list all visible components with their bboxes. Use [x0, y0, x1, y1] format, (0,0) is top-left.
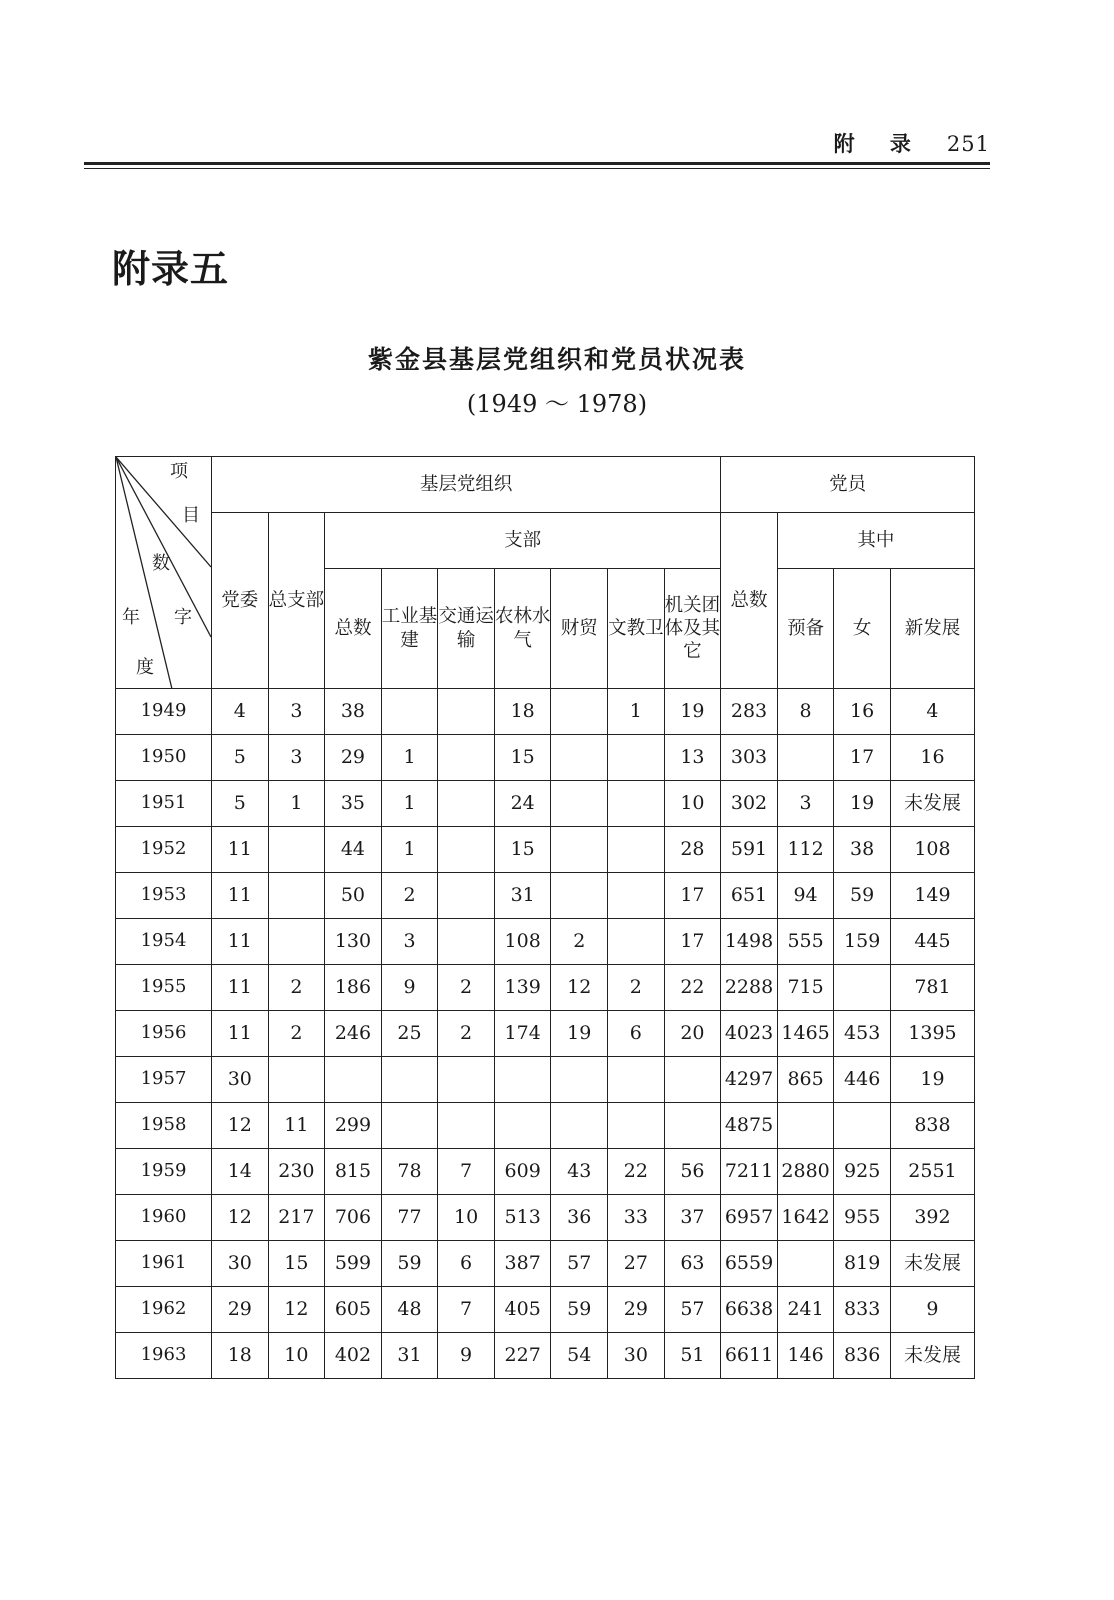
table-cell: 11	[212, 827, 269, 873]
table-cell: 19	[834, 781, 891, 827]
table-cell: 4297	[721, 1057, 778, 1103]
table-cell: 2	[438, 1011, 495, 1057]
year-cell: 1958	[116, 1103, 212, 1149]
header-rule-thin	[84, 168, 990, 169]
table-cell: 50	[325, 873, 382, 919]
table-cell	[438, 1103, 495, 1149]
table-row	[116, 781, 975, 827]
table-cell: 392	[890, 1195, 974, 1241]
section-title: 附录五	[112, 247, 230, 291]
table-cell: 17	[664, 873, 721, 919]
table-cell: 5	[212, 735, 269, 781]
table-cell: 446	[834, 1057, 891, 1103]
table-cell: 22	[608, 1149, 665, 1195]
table-cell: 4	[890, 689, 974, 735]
table-cell	[551, 735, 608, 781]
table-cell: 513	[494, 1195, 551, 1241]
table-cell: 29	[608, 1287, 665, 1333]
table-cell	[381, 1057, 438, 1103]
table-cell: 2	[608, 965, 665, 1011]
header-member-total: 总数	[721, 513, 778, 689]
table-cell: 19	[664, 689, 721, 735]
table-cell: 12	[551, 965, 608, 1011]
table-cell: 227	[494, 1333, 551, 1379]
header-new-dev: 新发展	[890, 569, 974, 689]
table-cell	[777, 1241, 834, 1287]
table-cell: 3	[268, 689, 325, 735]
table-cell: 303	[721, 735, 778, 781]
table-row	[116, 1287, 975, 1333]
running-head	[84, 128, 990, 158]
table-cell: 4	[212, 689, 269, 735]
table-cell: 609	[494, 1149, 551, 1195]
table-cell: 1498	[721, 919, 778, 965]
table-cell	[551, 689, 608, 735]
table-cell: 16	[890, 735, 974, 781]
table-cell: 139	[494, 965, 551, 1011]
year-cell: 1954	[116, 919, 212, 965]
table-cell	[664, 1057, 721, 1103]
table-cell	[834, 1103, 891, 1149]
table-cell: 445	[890, 919, 974, 965]
table-cell: 27	[608, 1241, 665, 1287]
table-cell: 815	[325, 1149, 382, 1195]
table-cell: 781	[890, 965, 974, 1011]
table-cell: 1	[381, 735, 438, 781]
table-cell: 29	[325, 735, 382, 781]
table-cell	[551, 873, 608, 919]
table-cell: 4023	[721, 1011, 778, 1057]
table-cell: 12	[212, 1195, 269, 1241]
table-cell: 18	[494, 689, 551, 735]
table-cell: 925	[834, 1149, 891, 1195]
table-cell: 2	[381, 873, 438, 919]
header-rule-thick	[84, 162, 990, 165]
table-cell: 38	[325, 689, 382, 735]
table-cell: 591	[721, 827, 778, 873]
table-cell: 15	[494, 735, 551, 781]
table-cell: 302	[721, 781, 778, 827]
table-cell: 706	[325, 1195, 382, 1241]
table-cell: 9	[438, 1333, 495, 1379]
table-cell	[325, 1057, 382, 1103]
table-cell	[608, 781, 665, 827]
table-cell: 4875	[721, 1103, 778, 1149]
corner-digits-1: 数	[152, 553, 170, 574]
table-cell: 59	[834, 873, 891, 919]
table-cell: 955	[834, 1195, 891, 1241]
table-cell: 57	[664, 1287, 721, 1333]
year-cell: 1950	[116, 735, 212, 781]
header-industry: 工业基建	[381, 569, 438, 689]
table-title: 紫金县基层党组织和党员状况表	[367, 345, 746, 374]
table-row	[116, 965, 975, 1011]
party-organization-table	[115, 456, 975, 1379]
table-cell	[268, 919, 325, 965]
group-header-among: 其中	[777, 513, 974, 569]
table-cell: 838	[890, 1103, 974, 1149]
table-cell: 555	[777, 919, 834, 965]
group-header-org: 基层党组织	[212, 457, 721, 513]
table-cell: 35	[325, 781, 382, 827]
table-cell	[608, 873, 665, 919]
table-cell: 453	[834, 1011, 891, 1057]
table-cell: 25	[381, 1011, 438, 1057]
table-cell: 6638	[721, 1287, 778, 1333]
header-transport: 交通运输	[438, 569, 495, 689]
table-cell	[438, 781, 495, 827]
table-cell	[608, 735, 665, 781]
table-cell: 10	[268, 1333, 325, 1379]
running-head-section: 附 录	[833, 132, 925, 156]
table-cell: 1465	[777, 1011, 834, 1057]
table-cell: 130	[325, 919, 382, 965]
table-cell: 未发展	[890, 1333, 974, 1379]
corner-header	[116, 457, 212, 689]
table-cell	[551, 1057, 608, 1103]
table-cell: 108	[890, 827, 974, 873]
table-cell: 54	[551, 1333, 608, 1379]
corner-item-1: 项	[170, 461, 188, 482]
table-cell: 387	[494, 1241, 551, 1287]
year-cell: 1949	[116, 689, 212, 735]
table-cell	[494, 1103, 551, 1149]
table-cell: 6559	[721, 1241, 778, 1287]
table-cell: 8	[777, 689, 834, 735]
table-cell: 6	[608, 1011, 665, 1057]
table-cell: 10	[438, 1195, 495, 1241]
table-cell	[438, 873, 495, 919]
table-cell: 405	[494, 1287, 551, 1333]
table-cell: 819	[834, 1241, 891, 1287]
table-cell: 33	[608, 1195, 665, 1241]
year-cell: 1957	[116, 1057, 212, 1103]
header-female: 女	[834, 569, 891, 689]
table-cell	[438, 1057, 495, 1103]
corner-year-1: 年	[122, 607, 140, 628]
table-cell: 11	[212, 1011, 269, 1057]
table-cell: 11	[212, 965, 269, 1011]
table-cell: 13	[664, 735, 721, 781]
year-cell: 1963	[116, 1333, 212, 1379]
table-cell: 833	[834, 1287, 891, 1333]
table-cell: 6	[438, 1241, 495, 1287]
table-cell: 149	[890, 873, 974, 919]
table-cell	[381, 1103, 438, 1149]
header-agri: 农林水气	[494, 569, 551, 689]
table-cell	[438, 919, 495, 965]
table-cell: 36	[551, 1195, 608, 1241]
table-cell: 651	[721, 873, 778, 919]
table-cell: 31	[381, 1333, 438, 1379]
table-cell: 15	[494, 827, 551, 873]
table-cell: 18	[212, 1333, 269, 1379]
table-cell: 29	[212, 1287, 269, 1333]
page-number: 251	[946, 132, 990, 156]
table-cell: 38	[834, 827, 891, 873]
table-cell: 57	[551, 1241, 608, 1287]
table-cell	[608, 1103, 665, 1149]
table-row	[116, 919, 975, 965]
table-cell: 3	[777, 781, 834, 827]
table-cell: 24	[494, 781, 551, 827]
year-cell: 1955	[116, 965, 212, 1011]
table-cell: 1395	[890, 1011, 974, 1057]
table-cell	[494, 1057, 551, 1103]
table-cell: 37	[664, 1195, 721, 1241]
table-cell: 2288	[721, 965, 778, 1011]
table-cell: 283	[721, 689, 778, 735]
table-cell: 1	[381, 827, 438, 873]
corner-item-2: 目	[182, 505, 200, 526]
table-cell	[268, 1057, 325, 1103]
table-cell: 44	[325, 827, 382, 873]
table-cell: 51	[664, 1333, 721, 1379]
table-cell: 30	[212, 1057, 269, 1103]
table-cell	[834, 965, 891, 1011]
table-cell: 17	[664, 919, 721, 965]
table-cell: 1642	[777, 1195, 834, 1241]
table-cell: 3	[268, 735, 325, 781]
table-row	[116, 1195, 975, 1241]
table-cell: 5	[212, 781, 269, 827]
header-probationary: 预备	[777, 569, 834, 689]
table-cell: 22	[664, 965, 721, 1011]
table-cell: 836	[834, 1333, 891, 1379]
table-cell	[438, 735, 495, 781]
table-cell: 14	[212, 1149, 269, 1195]
table-row	[116, 1241, 975, 1287]
table-cell: 217	[268, 1195, 325, 1241]
table-cell: 6611	[721, 1333, 778, 1379]
table-cell: 1	[608, 689, 665, 735]
group-header-branches: 支部	[325, 513, 721, 569]
table-cell: 28	[664, 827, 721, 873]
table-cell: 48	[381, 1287, 438, 1333]
table-cell: 20	[664, 1011, 721, 1057]
table-cell: 599	[325, 1241, 382, 1287]
table-row	[116, 873, 975, 919]
table-cell	[608, 827, 665, 873]
table-cell: 7	[438, 1287, 495, 1333]
table-cell: 3	[381, 919, 438, 965]
table-cell: 11	[212, 919, 269, 965]
table-cell	[381, 689, 438, 735]
table-cell: 605	[325, 1287, 382, 1333]
header-general-branch: 总支部	[268, 513, 325, 689]
year-cell: 1960	[116, 1195, 212, 1241]
table-cell: 94	[777, 873, 834, 919]
table-cell: 59	[381, 1241, 438, 1287]
table-cell: 715	[777, 965, 834, 1011]
table-cell: 7	[438, 1149, 495, 1195]
table-cell: 299	[325, 1103, 382, 1149]
group-header-members: 党员	[721, 457, 975, 513]
table-subtitle: (1949 ～ 1978)	[466, 390, 648, 418]
year-cell: 1956	[116, 1011, 212, 1057]
table-cell	[608, 919, 665, 965]
table-cell: 2	[551, 919, 608, 965]
table-cell	[664, 1103, 721, 1149]
year-cell: 1953	[116, 873, 212, 919]
corner-year-2: 度	[136, 657, 154, 678]
table-cell: 78	[381, 1149, 438, 1195]
table-cell: 2551	[890, 1149, 974, 1195]
table-cell: 1	[268, 781, 325, 827]
table-cell: 15	[268, 1241, 325, 1287]
table-cell: 56	[664, 1149, 721, 1195]
year-cell: 1961	[116, 1241, 212, 1287]
table-row	[116, 1149, 975, 1195]
table-cell: 402	[325, 1333, 382, 1379]
table-cell	[551, 781, 608, 827]
table-cell: 16	[834, 689, 891, 735]
table-cell: 1	[381, 781, 438, 827]
table-cell: 9	[381, 965, 438, 1011]
table-cell	[608, 1057, 665, 1103]
table-cell	[551, 827, 608, 873]
table-cell	[777, 735, 834, 781]
header-branch-total: 总数	[325, 569, 382, 689]
table-cell: 17	[834, 735, 891, 781]
table-cell: 230	[268, 1149, 325, 1195]
table-cell: 未发展	[890, 781, 974, 827]
table-cell: 12	[212, 1103, 269, 1149]
header-gov: 机关团体及其它	[664, 569, 721, 689]
table-cell: 59	[551, 1287, 608, 1333]
table-cell: 19	[890, 1057, 974, 1103]
header-party-committee: 党委	[212, 513, 269, 689]
table-cell: 7211	[721, 1149, 778, 1195]
header-finance: 财贸	[551, 569, 608, 689]
table-cell: 2880	[777, 1149, 834, 1195]
table-cell: 2	[438, 965, 495, 1011]
table-row	[116, 827, 975, 873]
table-cell	[551, 1103, 608, 1149]
table-cell	[268, 873, 325, 919]
table-row	[116, 1333, 975, 1379]
table-cell: 63	[664, 1241, 721, 1287]
table-cell: 19	[551, 1011, 608, 1057]
table-cell: 9	[890, 1287, 974, 1333]
table-cell	[268, 827, 325, 873]
table-row	[116, 1011, 975, 1057]
table-cell: 186	[325, 965, 382, 1011]
table-cell	[777, 1103, 834, 1149]
table-row	[116, 689, 975, 735]
table-cell: 10	[664, 781, 721, 827]
table-cell: 11	[212, 873, 269, 919]
year-cell: 1962	[116, 1287, 212, 1333]
table-row	[116, 735, 975, 781]
table-cell: 159	[834, 919, 891, 965]
table-row	[116, 1057, 975, 1103]
table-cell: 12	[268, 1287, 325, 1333]
table-row	[116, 1103, 975, 1149]
table-cell	[438, 689, 495, 735]
table-cell: 30	[212, 1241, 269, 1287]
table-cell: 246	[325, 1011, 382, 1057]
table-cell: 43	[551, 1149, 608, 1195]
table-cell	[438, 827, 495, 873]
table-cell: 77	[381, 1195, 438, 1241]
table-cell: 6957	[721, 1195, 778, 1241]
table-cell: 31	[494, 873, 551, 919]
table-cell: 未发展	[890, 1241, 974, 1287]
table-cell: 108	[494, 919, 551, 965]
year-cell: 1952	[116, 827, 212, 873]
table-cell: 174	[494, 1011, 551, 1057]
table-cell: 146	[777, 1333, 834, 1379]
table-cell: 241	[777, 1287, 834, 1333]
table-cell: 112	[777, 827, 834, 873]
table-cell: 865	[777, 1057, 834, 1103]
table-cell: 30	[608, 1333, 665, 1379]
corner-digits-2: 字	[174, 607, 192, 628]
header-edu: 文教卫	[608, 569, 665, 689]
table-cell: 2	[268, 965, 325, 1011]
year-cell: 1951	[116, 781, 212, 827]
table-body	[116, 689, 975, 1379]
table-cell: 11	[268, 1103, 325, 1149]
table-cell: 2	[268, 1011, 325, 1057]
year-cell: 1959	[116, 1149, 212, 1195]
